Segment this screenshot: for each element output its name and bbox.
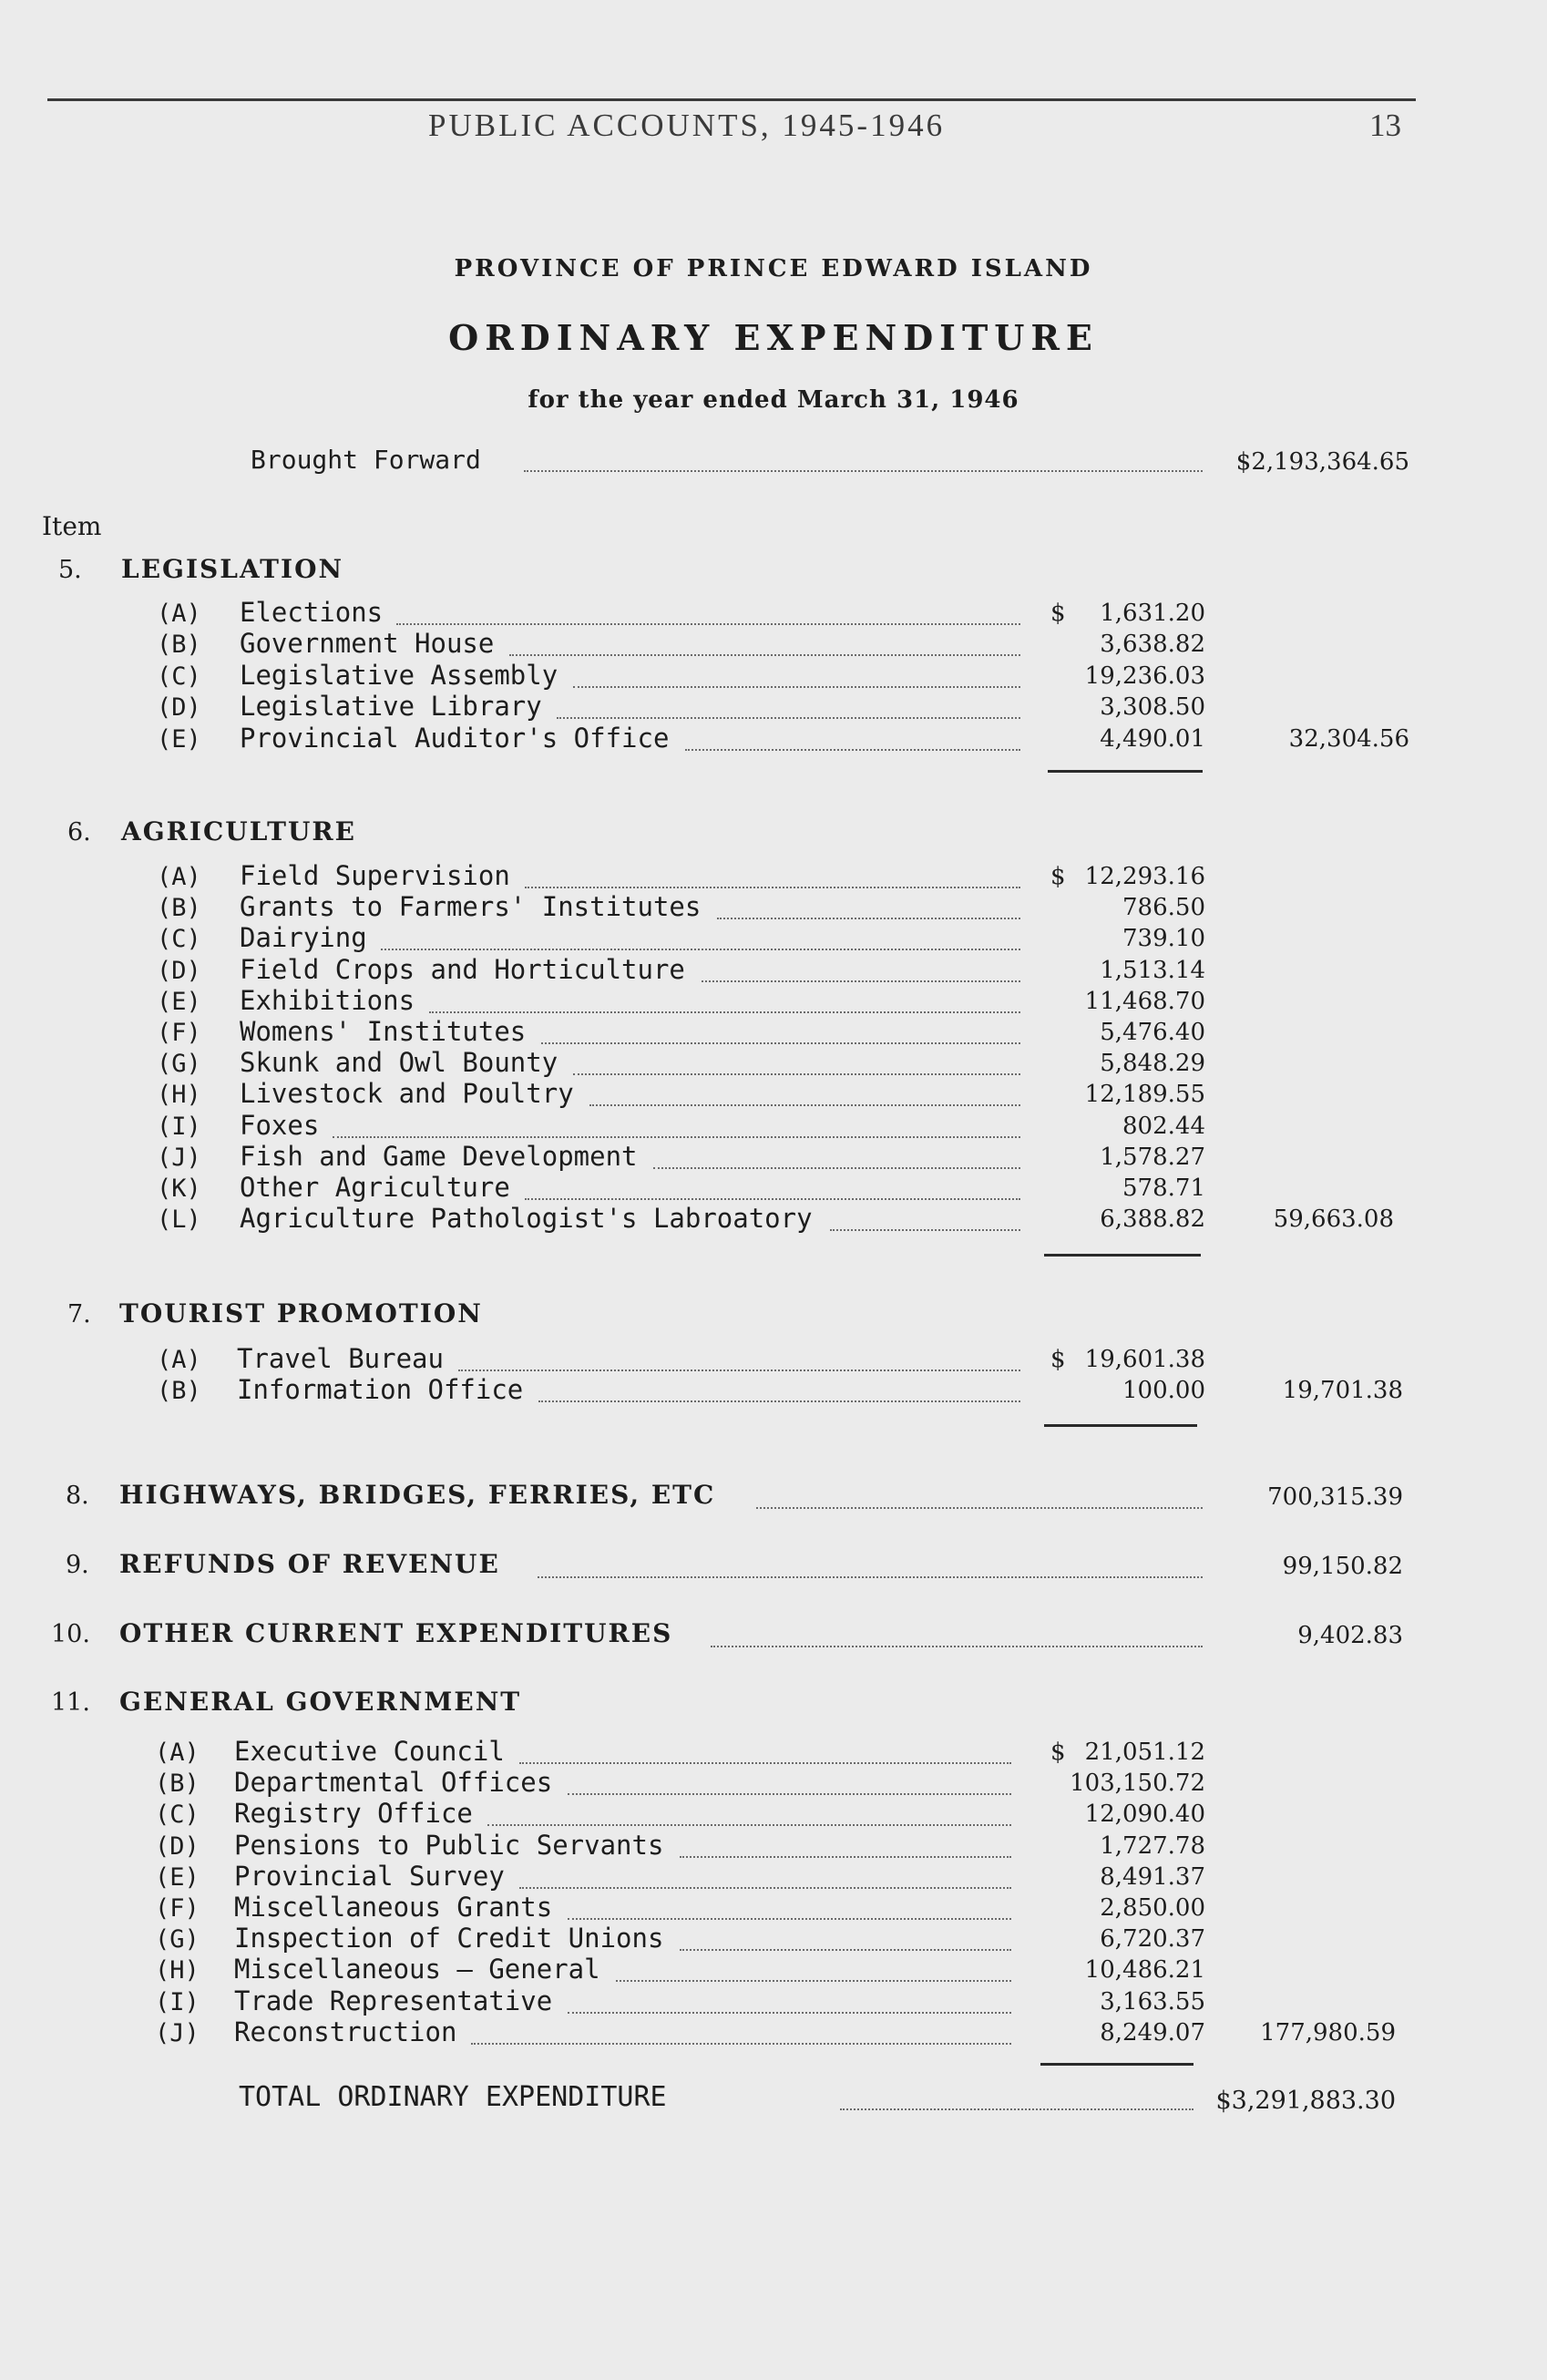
line-item-description: Travel Bureau	[237, 1343, 444, 1374]
line-item-description: Executive Council	[234, 1736, 505, 1767]
section-total: 59,663.08	[1273, 1205, 1394, 1234]
subtotal-rule	[1040, 2063, 1194, 2066]
line-item-amount: 2,850.00	[1100, 1894, 1205, 1922]
section-number: 8.	[66, 1482, 89, 1510]
currency-symbol: $	[1050, 600, 1066, 627]
dot-leader	[429, 1011, 1020, 1013]
dot-leader	[756, 1507, 1203, 1509]
line-item-amount: 21,051.12	[1084, 1739, 1205, 1766]
dot-leader	[519, 1887, 1011, 1889]
line-item-amount: 8,491.37	[1100, 1862, 1205, 1891]
line-item-amount: 578.71	[1122, 1175, 1205, 1202]
line-item-letter: (K)	[157, 1175, 201, 1203]
dot-leader	[458, 1370, 1020, 1371]
subtotal-rule	[1044, 1254, 1201, 1257]
dot-leader	[830, 1229, 1020, 1231]
page-number: 13	[1369, 108, 1401, 143]
line-item-description: Registry Office	[234, 1798, 473, 1830]
line-item-description: Information Office	[237, 1374, 524, 1406]
line-item-amount: 19,236.03	[1084, 662, 1205, 690]
line-item-letter: (J)	[157, 1143, 201, 1172]
subtotal-rule	[1048, 770, 1203, 773]
section-title: TOURIST PROMOTION	[119, 1298, 483, 1328]
dot-leader	[568, 2012, 1011, 2014]
line-item-letter: (L)	[157, 1205, 201, 1235]
dot-leader	[653, 1167, 1020, 1169]
dot-leader	[840, 2108, 1194, 2110]
line-item-description: Provincial Auditor's Office	[240, 722, 670, 754]
line-item-letter: (G)	[155, 1925, 200, 1954]
dot-leader	[680, 1856, 1011, 1858]
brought-forward-amount: $2,193,364.65	[1235, 448, 1409, 476]
line-item-description: Skunk and Owl Bounty	[240, 1047, 558, 1079]
dot-leader	[685, 749, 1020, 751]
line-item-letter: (A)	[157, 863, 201, 891]
line-item-description: Womens' Institutes	[240, 1016, 527, 1047]
line-item-description: Reconstruction	[234, 2016, 457, 2047]
dot-leader	[525, 887, 1020, 888]
line-item-letter: (F)	[155, 1894, 200, 1923]
line-item-letter: (I)	[155, 1987, 200, 2016]
line-item-amount: 1,513.14	[1100, 956, 1205, 984]
line-item-amount: 5,476.40	[1100, 1019, 1205, 1046]
line-item-letter: (B)	[157, 894, 201, 923]
line-item-description: Agriculture Pathologist's Labroatory	[240, 1203, 813, 1235]
document-title: ORDINARY EXPENDITURE	[448, 317, 1099, 358]
line-item-description: Foxes	[240, 1109, 320, 1141]
header-rule	[47, 98, 1416, 101]
line-item-letter: (E)	[157, 724, 201, 754]
line-item-letter: (E)	[155, 1862, 200, 1892]
section-number: 10.	[51, 1620, 90, 1648]
line-item-letter: (H)	[155, 1956, 200, 1985]
dot-leader	[519, 1762, 1011, 1764]
dot-leader	[538, 1576, 1203, 1578]
line-item-letter: (C)	[157, 925, 201, 954]
section-total: 177,980.59	[1260, 2018, 1396, 2047]
line-item-description: Fish and Game Development	[240, 1140, 638, 1172]
period-subtitle: for the year ended March 31, 1946	[528, 386, 1019, 414]
section-total: 19,701.38	[1282, 1377, 1403, 1405]
dot-leader	[487, 1824, 1011, 1826]
dot-leader	[538, 1400, 1020, 1402]
line-item-description: Pensions to Public Servants	[234, 1829, 664, 1861]
line-item-letter: (E)	[157, 987, 201, 1016]
line-item-letter: (C)	[155, 1800, 200, 1830]
dot-leader	[396, 623, 1020, 625]
line-item-description: Other Agriculture	[240, 1172, 510, 1203]
section-title: HIGHWAYS, BRIDGES, FERRIES, ETC	[119, 1480, 716, 1510]
line-item-letter: (D)	[157, 956, 201, 985]
dot-leader	[573, 686, 1020, 688]
section-number: 7.	[67, 1300, 91, 1328]
section-title: AGRICULTURE	[121, 816, 356, 846]
grand-total-amount: $3,291,883.30	[1215, 2087, 1396, 2115]
line-item-letter: (A)	[157, 1346, 201, 1374]
line-item-letter: (D)	[155, 1831, 200, 1861]
dot-leader	[589, 1104, 1020, 1106]
line-item-amount: 19,601.38	[1084, 1346, 1205, 1373]
line-item-description: Inspection of Credit Unions	[234, 1923, 664, 1954]
dot-leader	[541, 1042, 1020, 1044]
dot-leader	[509, 654, 1020, 656]
line-item-letter: (H)	[157, 1081, 201, 1110]
line-item-amount: 786.50	[1122, 894, 1205, 922]
line-item-amount: 1,727.78	[1100, 1831, 1205, 1860]
line-item-letter: (G)	[157, 1050, 201, 1079]
section-total: 9,402.83	[1297, 1622, 1403, 1649]
line-item-description: Field Supervision	[240, 860, 510, 891]
line-item-amount: 10,486.21	[1084, 1956, 1205, 1985]
line-item-amount: 12,090.40	[1084, 1800, 1205, 1829]
line-item-description: Grants to Farmers' Institutes	[240, 891, 702, 923]
section-number: 9.	[66, 1551, 89, 1579]
line-item-amount: 6,388.82	[1100, 1205, 1205, 1234]
line-item-amount: 1,631.20	[1100, 600, 1205, 627]
line-item-amount: 3,308.50	[1100, 693, 1205, 722]
line-item-letter: (B)	[157, 631, 201, 660]
section-title: GENERAL GOVERNMENT	[119, 1687, 522, 1717]
dot-leader	[717, 918, 1020, 919]
section-total: 32,304.56	[1288, 724, 1409, 753]
line-item-amount: 3,638.82	[1100, 631, 1205, 659]
item-column-label: Item	[42, 511, 102, 541]
section-number: 5.	[58, 556, 82, 584]
dot-leader	[680, 1949, 1011, 1951]
line-item-description: Provincial Survey	[234, 1860, 505, 1892]
section-total: 700,315.39	[1267, 1483, 1403, 1511]
brought-forward-label: Brought Forward	[251, 445, 481, 475]
line-item-description: Livestock and Poultry	[240, 1078, 574, 1110]
currency-symbol: $	[1050, 1346, 1066, 1373]
province-heading: PROVINCE OF PRINCE EDWARD ISLAND	[454, 255, 1093, 282]
dot-leader	[524, 470, 1203, 472]
dot-leader	[573, 1073, 1020, 1075]
section-title: REFUNDS OF REVENUE	[119, 1549, 500, 1579]
line-item-amount: 5,848.29	[1100, 1050, 1205, 1078]
line-item-description: Government House	[240, 628, 495, 660]
dot-leader	[557, 717, 1020, 719]
line-item-amount: 1,578.27	[1100, 1143, 1205, 1171]
line-item-amount: 4,490.01	[1100, 724, 1205, 753]
line-item-description: Miscellaneous Grants	[234, 1892, 553, 1923]
dot-leader	[333, 1136, 1020, 1138]
dot-leader	[568, 1918, 1011, 1920]
line-item-letter: (D)	[157, 693, 201, 723]
dot-leader	[702, 980, 1020, 982]
line-item-amount: 12,293.16	[1084, 863, 1205, 890]
total-label: TOTAL ORDINARY EXPENDITURE	[239, 2081, 667, 2113]
line-item-description: Legislative Library	[240, 691, 542, 723]
line-item-amount: 8,249.07	[1100, 2018, 1205, 2047]
line-item-description: Departmental Offices	[234, 1767, 553, 1799]
line-item-letter: (A)	[155, 1739, 200, 1767]
line-item-amount: 103,150.72	[1070, 1770, 1205, 1798]
line-item-letter: (F)	[157, 1019, 201, 1047]
dot-leader	[471, 2043, 1011, 2045]
line-item-letter: (B)	[157, 1377, 201, 1406]
section-title: LEGISLATION	[121, 554, 344, 584]
line-item-description: Trade Representative	[234, 1985, 553, 2016]
line-item-letter: (J)	[155, 2018, 200, 2047]
line-item-amount: 100.00	[1122, 1377, 1205, 1405]
subtotal-rule	[1044, 1424, 1197, 1427]
line-item-letter: (I)	[157, 1112, 201, 1141]
line-item-amount: 802.44	[1122, 1112, 1205, 1140]
section-title: OTHER CURRENT EXPENDITURES	[119, 1618, 673, 1648]
line-item-amount: 6,720.37	[1100, 1925, 1205, 1954]
line-item-description: Legislative Assembly	[240, 659, 558, 691]
dot-leader	[711, 1646, 1203, 1647]
dot-leader	[568, 1793, 1011, 1795]
dot-leader	[381, 949, 1020, 950]
running-title: PUBLIC ACCOUNTS, 1945-1946	[428, 108, 946, 143]
section-number: 6.	[67, 818, 91, 846]
line-item-letter: (A)	[157, 600, 201, 628]
currency-symbol: $	[1050, 1739, 1066, 1766]
line-item-description: Field Crops and Horticulture	[240, 953, 685, 985]
section-number: 11.	[51, 1688, 90, 1717]
line-item-amount: 11,468.70	[1084, 987, 1205, 1015]
section-total: 99,150.82	[1282, 1553, 1403, 1580]
line-item-description: Miscellaneous — General	[234, 1954, 600, 1985]
line-item-description: Dairying	[240, 922, 367, 954]
dot-leader	[616, 1980, 1011, 1982]
line-item-description: Elections	[240, 597, 384, 628]
dot-leader	[525, 1198, 1020, 1200]
line-item-letter: (C)	[157, 662, 201, 691]
line-item-letter: (B)	[155, 1770, 200, 1799]
currency-symbol: $	[1050, 863, 1066, 890]
line-item-amount: 12,189.55	[1084, 1081, 1205, 1109]
line-item-description: Exhibitions	[240, 984, 415, 1016]
line-item-amount: 3,163.55	[1100, 1987, 1205, 2016]
line-item-amount: 739.10	[1122, 925, 1205, 953]
